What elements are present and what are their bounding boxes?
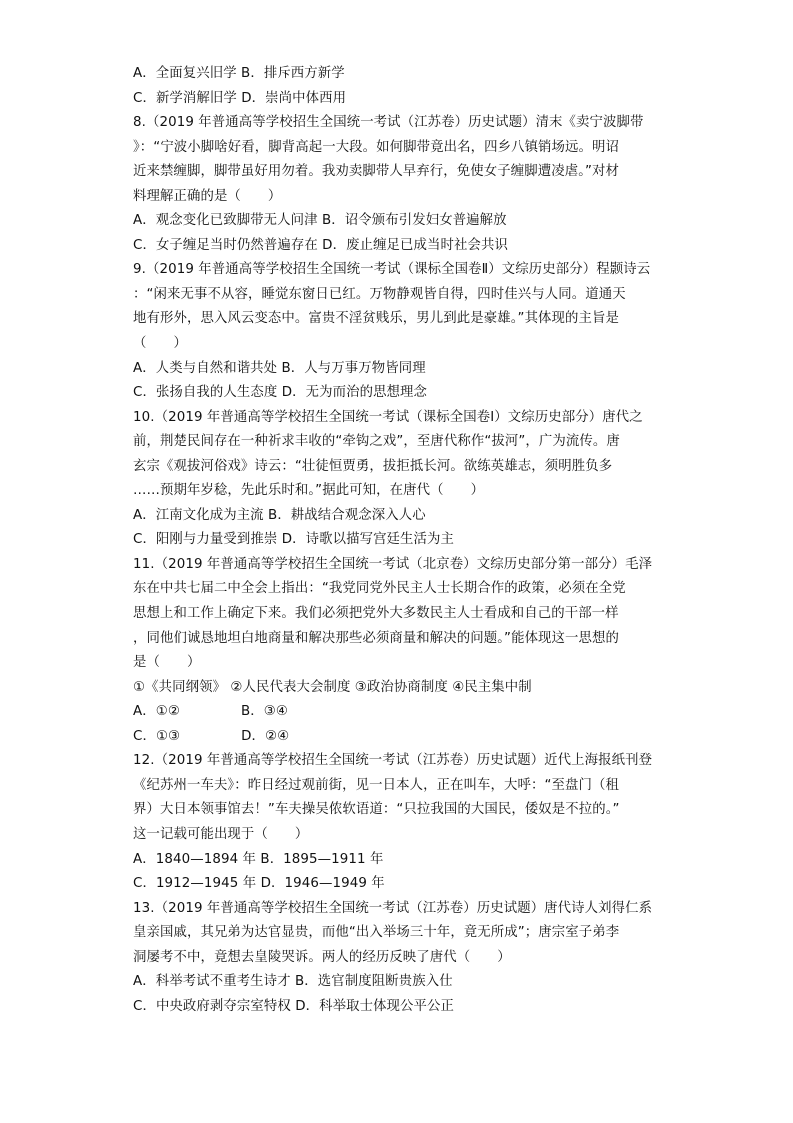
question-11-text: ，同他们诚恳地坦白地商量和解决那些必须商量和解决的问题。”能体现这一思想的 — [133, 630, 619, 646]
option-line: A．观念变化已致脚带无人问津 B．诏令颁布引发妇女普遍解放 — [133, 213, 507, 229]
option-line: C．张扬自我的人生态度 D．无为而治的思想理念 — [133, 385, 428, 401]
option-line: A．①② B．③④ — [133, 704, 288, 720]
question-8-text: 》：“宁波小脚啥好看，脚背高起一大段。如何脚带竟出名，四乡八镇销场远。明诏 — [133, 139, 619, 155]
question-9-text: （ ） — [133, 336, 187, 352]
question-10-text: 玄宗《观拔河俗戏》诗云：“壮徒恒贾勇，拔拒抵长河。欲练英雄志，须明胜负多 — [133, 458, 613, 474]
question-12-text: 12.（2019 年普通高等学校招生全国统一考试（江苏卷）历史试题）近代上海报纸刊登 — [133, 753, 653, 769]
question-8-text: 8.（2019 年普通高等学校招生全国统一考试（江苏卷）历史试题）清末《卖宁波脚带 — [133, 115, 644, 131]
option-line: A．科举考试不重考生诗才 B．选官制度阻断贵族入仕 — [133, 974, 453, 990]
question-10-text: ……预期年岁稔，先此乐时和。”据此可知，在唐代（ ） — [133, 483, 485, 499]
question-13-text: 洞屡考不中，竟想去皇陵哭诉。两人的经历反映了唐代（ ） — [133, 949, 511, 965]
option-line: A．江南文化成为主流 B．耕战结合观念深入人心 — [133, 507, 426, 523]
option-line: C．女子缠足当时仍然普遍存在 D．废止缠足已成当时社会共识 — [133, 237, 508, 253]
question-8-text: 料理解正确的是（ ） — [133, 188, 282, 204]
option-line: C．①③ D．②④ — [133, 728, 290, 744]
question-9-text: 地有形外，思入风云变态中。富贵不淫贫贱乐，男儿到此是豪雄。”其体现的主旨是 — [133, 311, 619, 327]
option-line: A．1840—1894 年 B．1895—1911 年 — [133, 851, 384, 867]
question-9-text: 9.（2019 年普通高等学校招生全国统一考试（课标全国卷Ⅱ）文综历史部分）程颢诗云 — [133, 262, 651, 278]
question-9-text: ：“闲来无事不从容，睡觉东窗日已红。万物静观皆自得，四时佳兴与人同。道通天 — [133, 286, 626, 302]
question-11-text: 11.（2019 年普通高等学校招生全国统一考试（北京卷）文综历史部分第一部分）毛泽 — [133, 556, 653, 572]
option-line: C．1912—1945 年 D．1946—1949 年 — [133, 876, 385, 892]
option-line: A．全面复兴旧学 B．排斥西方新学 — [133, 66, 345, 81]
question-10-text: 10.（2019 年普通高等学校招生全国统一考试（课标全国卷Ⅰ）文综历史部分）唐代之 — [133, 409, 643, 425]
question-11-text: 东在中共七届二中全会上指出：“我党同党外民主人士长期合作的政策，必须在全党 — [133, 581, 626, 597]
question-8-text: 近来禁缠脚，脚带虽好用勿着。我劝卖脚带人早弃行，免使女子缠脚遭凌虐。”对材 — [133, 164, 619, 180]
question-13-text: 皇亲国戚，其兄弟为达官显贵，而他“出入举场三十年，竟无所成”；唐宗室子弟李 — [133, 925, 620, 941]
question-12-text: 界）大日本领事馆去！”车夫操吴侬软语道：“只拉我国的大国民，倭奴是不拉的。” — [133, 802, 620, 818]
question-11-text: 是（ ） — [133, 655, 201, 671]
option-line: C．阳刚与力量受到推崇 D．诗歌以描写宫廷生活为主 — [133, 532, 455, 548]
question-10-text: 前，荆楚民间存在一种祈求丰收的“牵钩之戏”，至唐代称作“拔河”，广为流传。唐 — [133, 434, 620, 450]
option-line: C．中央政府剥夺宗室特权 D．科举取士体现公平公正 — [133, 998, 455, 1014]
question-11-text: 思想上和工作上确定下来。我们必须把党外大多数民主人士看成和自己的干部一样 — [133, 606, 619, 622]
option-line: A．人类与自然和谐共处 B．人与万事万物皆同理 — [133, 360, 426, 376]
question-13-text: 13.（2019 年普通高等学校招生全国统一考试（江苏卷）历史试题）唐代诗人刘得仁系 — [133, 900, 653, 916]
question-12-text: 《纪苏州一车夫》：昨日经过观前街，见一日本人，正在叫车，大呼：“至盘门（租 — [133, 777, 619, 793]
question-11-choices: ①《共同纲领》 ②人民代表大会制度 ③政治协商制度 ④民主集中制 — [133, 679, 532, 695]
question-12-text: 这一记载可能出现于（ ） — [133, 826, 309, 842]
document-page — [133, 62, 673, 1019]
option-line: C．新学消解旧学 D．崇尚中体西用 — [133, 90, 347, 106]
